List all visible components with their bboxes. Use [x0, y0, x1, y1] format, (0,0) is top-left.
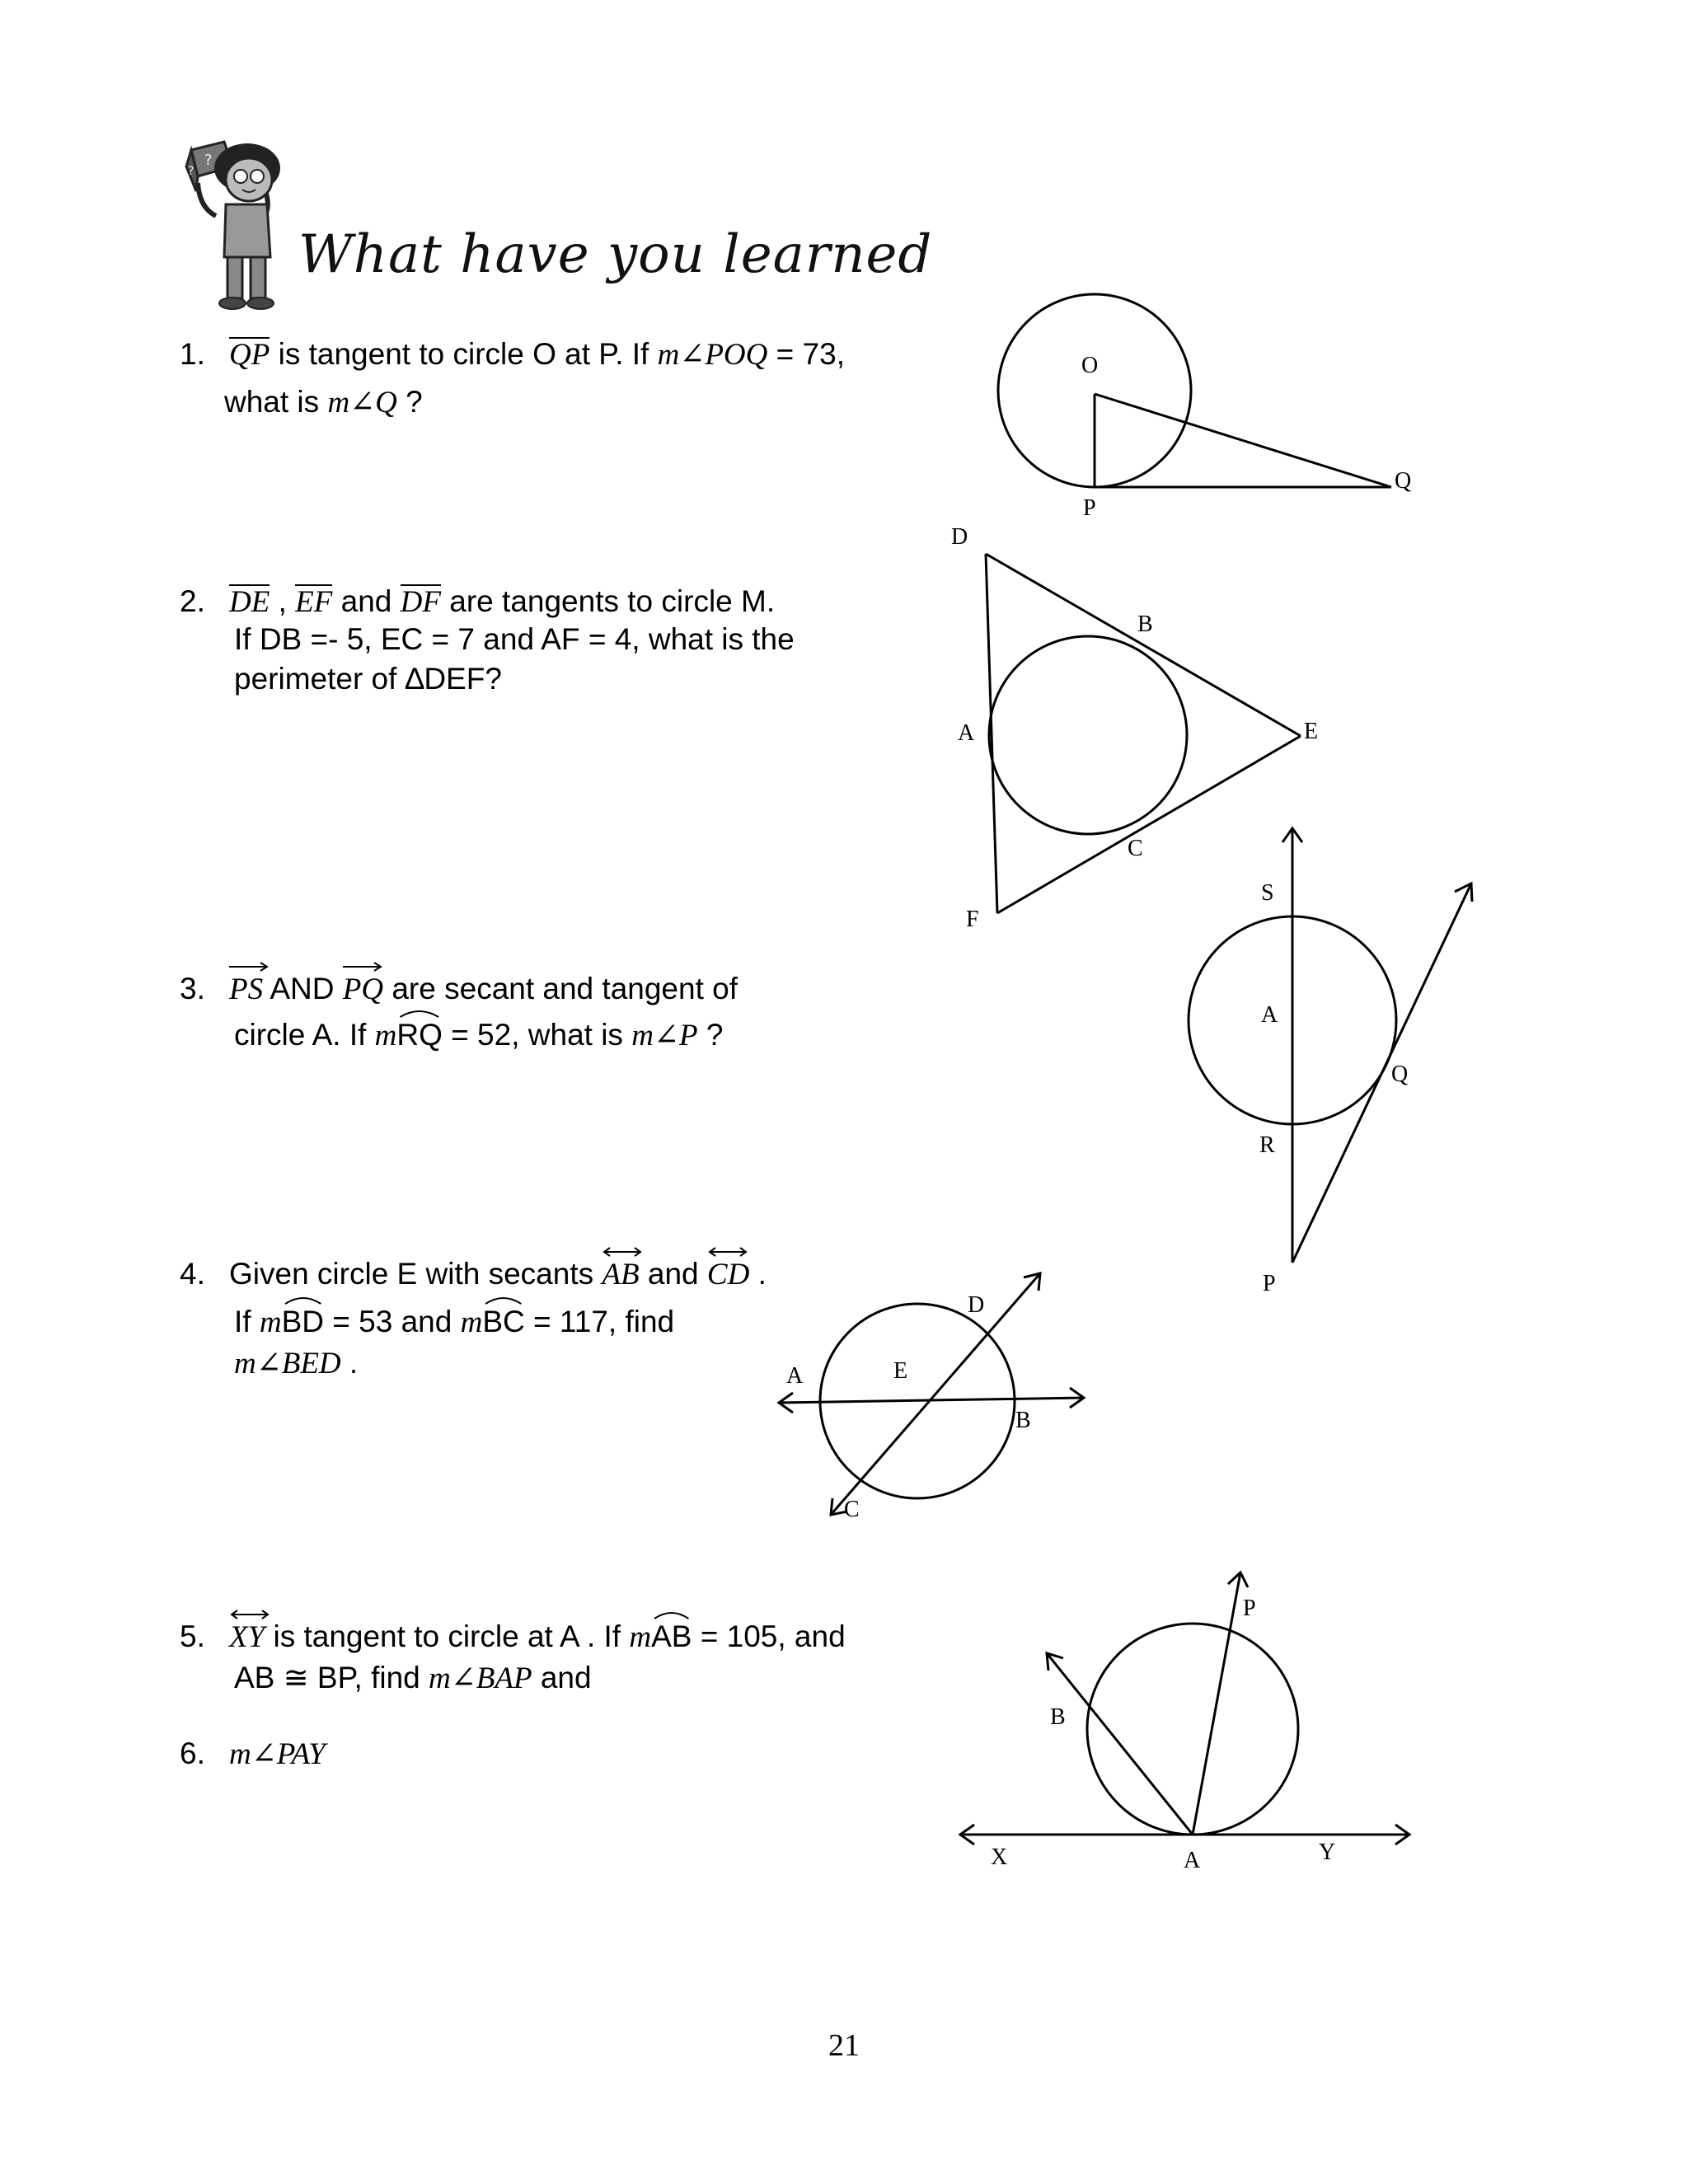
label-s: S [1261, 880, 1274, 906]
question-4-line-3: m∠BED . [234, 1346, 359, 1380]
label-a: A [1184, 1848, 1201, 1873]
question-3-line-2: circle A. If m RQ = 52, what is m∠P ? [234, 1015, 723, 1055]
label-b: B [1015, 1408, 1031, 1433]
label-c: C [844, 1497, 860, 1522]
label-x: X [991, 1844, 1008, 1870]
arc-bc: BC [482, 1302, 524, 1341]
label-a: A [786, 1363, 804, 1389]
cartoon-icon [175, 134, 307, 316]
label-a: A [958, 720, 975, 746]
label-b: B [1137, 612, 1153, 637]
question-3: 3. PS AND PQ are secant and tangent of [180, 969, 738, 1009]
page-title: What have you learned [298, 224, 933, 285]
figure-3-secant-tangent [1170, 816, 1500, 1302]
line-cd: CD [707, 1255, 749, 1294]
figure-5-tangent-line [948, 1558, 1426, 1887]
ray-pq: PQ [343, 970, 383, 1009]
segment-ef: EF [295, 583, 332, 621]
arc-bd: BD [282, 1302, 324, 1341]
figure-4-secants [767, 1253, 1113, 1533]
segment-de: DE [229, 583, 270, 621]
line-xy: XY [229, 1618, 265, 1657]
question-4: 4. Given circle E with secants AB and CD . [180, 1254, 767, 1294]
label-q: Q [1395, 468, 1412, 494]
label-p: P [1243, 1596, 1256, 1621]
question-1-line-2: what is m∠Q ? [224, 385, 423, 419]
label-p: P [1083, 495, 1096, 521]
label-o: O [1081, 353, 1099, 378]
label-b: B [1050, 1704, 1066, 1730]
label-d: D [951, 524, 968, 550]
ray-ps: PS [229, 970, 263, 1009]
question-6: 6. m∠PAY [180, 1736, 326, 1771]
question-1: 1. QP is tangent to circle O at P. If m∠POQ = 73, [180, 335, 845, 374]
label-q: Q [1391, 1062, 1409, 1087]
label-e: E [893, 1358, 908, 1384]
question-2-line-3: perimeter of ∆DEF? [234, 662, 502, 696]
question-2: 2. DE , EF and DF are tangents to circle M. [180, 582, 775, 621]
segment-qp: QP [229, 335, 270, 374]
label-e: E [1304, 719, 1319, 744]
arc-ab: AB [651, 1617, 692, 1656]
label-a: A [1261, 1002, 1278, 1028]
svg-text:?: ? [188, 165, 195, 178]
svg-text:?: ? [204, 152, 213, 169]
label-f: F [966, 907, 979, 932]
label-y: Y [1319, 1840, 1336, 1865]
page-number: 21 [828, 2028, 860, 2063]
label-c: C [1128, 836, 1143, 861]
arc-rq: RQ [396, 1015, 443, 1054]
question-5: 5. XY is tangent to circle at A . If m AB = 105, and [180, 1617, 846, 1657]
question-5-line-2: AB ≅ BP, find m∠BAP and [234, 1661, 592, 1695]
question-4-line-2: If m BD = 53 and m BC = 117, find [234, 1302, 674, 1342]
line-ab: AB [602, 1255, 639, 1294]
label-p: P [1263, 1271, 1276, 1296]
label-r: R [1259, 1132, 1275, 1158]
label-d: D [968, 1292, 985, 1318]
figure-1-tangent-diagram [973, 280, 1434, 527]
question-2-line-2: If DB =- 5, EC = 7 and AF = 4, what is the [234, 622, 795, 656]
segment-df: DF [401, 583, 441, 621]
